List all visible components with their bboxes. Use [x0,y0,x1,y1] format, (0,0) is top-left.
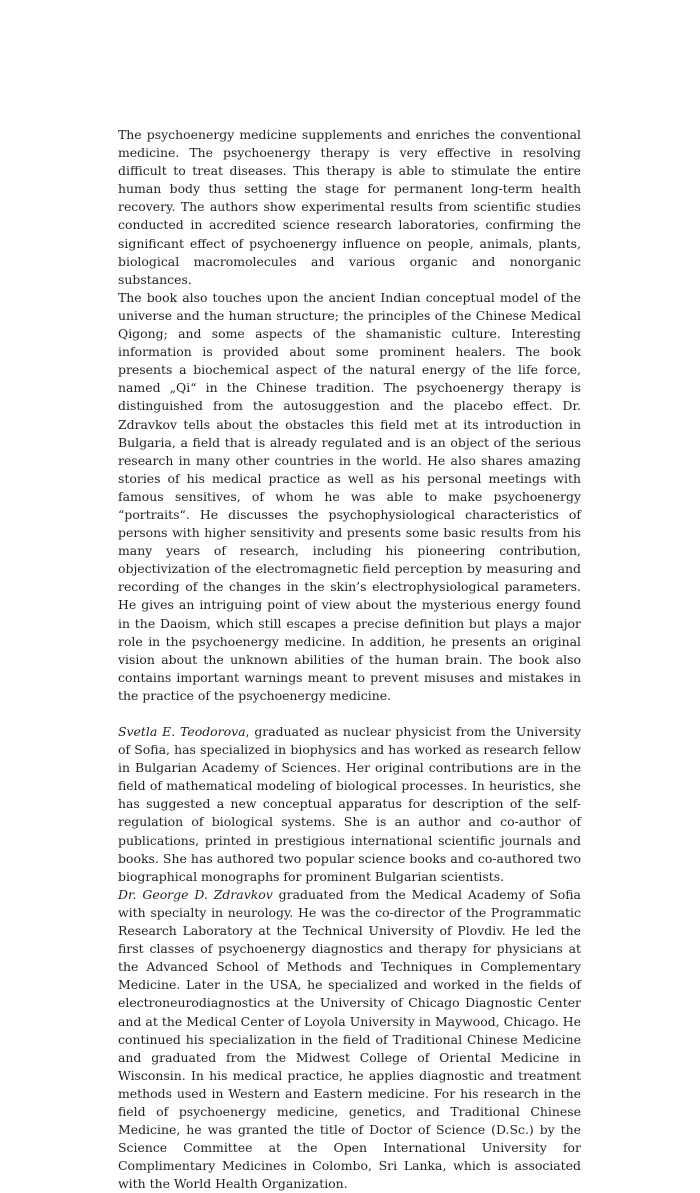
author-bio-teodorova [118,723,581,886]
author-bio-zdravkov [118,886,581,1193]
author-name-teodorova: Svetla E. Teodorova [118,724,246,739]
author-bio-text-zdravkov: graduated from the Medical Academy of Sofia with specialty in neurology. He was the co-director of the Programmatic Research Laboratory at the Technical University of Plovdiv. He led the first classes of psychoenergy diagnostics and therapy for physicians at the Advanced School of Methods and Techniques in Complementary Medicine. Later in the USA, he specialized and worked in the fields of electroneurodiagnostics at the University of Chicago Diagnostic Center and at the Medical Center of Loyola University in Maywood, Chicago. He continued his specialization in the field of Traditional Chinese Medicine and graduated from the Midwest College of Oriental Medicine in Wisconsin. In his medical practice, he applies diagnostic and treatment methods used in Western and Eastern medicine. For his research in the field of psychoenergy medicine, genetics, and Traditional Chinese Medicine, he was granted the title of Doctor of Science (D.Sc.) by the Science Committee at the Open International University for Complimentary Medicines in Colombo, Sri Lanka, which is associated with the World Health Organization. [118,886,581,1192]
author-bio-text-teodorova: , graduated as nuclear physicist from the University of Sofia, has specialized in biophysics and has worked as research fellow in Bulgarian Academy of Sciences. Her original contributions are in the field of mathematical modeling of biological processes. In heuristics, she has suggested a new conceptual apparatus for description of the self-regulation of biological systems. She is an author and co-author of publications, printed in prestigious international scientific journals and books. She has authored two popular science books and co-authored two biographical monographs for prominent Bulgarian scientists. [118,724,581,884]
book-description-page [118,126,581,1193]
book-contents-paragraph: The book also touches upon the ancient Indian conceptual model of the universe and the human structure; the principles of the Chinese Medical Qigong; and some aspects of the shamanistic culture. Interesting information is provided about some prominent healers. The book presents a biochemical aspect of the natural energy of the life force, named „Qi“ in the Chinese tradition. The psychoenergy therapy is distinguished from the autosuggestion and the placebo effect. Dr. Zdravkov tells about the obstacles this field met at its introduction in Bulgaria, a field that is already regulated and is an object of the serious research in many other countries in the world. He also shares amazing stories of his medical practice as well as his personal meetings with famous sensitives, of whom he was able to make psychoenergy “portraits“. He discusses the psychophysiological characteristics of persons with higher sensitivity and presents some basic results from his many years of research, including his pioneering contribution, objectivization of the electromagnetic field perception by measuring and recording of the changes in the skin’s electrophysiological parameters. He gives an intriguing point of view about the mysterious energy found in the Daoism, which still escapes a precise definition but plays a major role in the psychoenergy medicine. In addition, he presents an original vision about the unknown abilities of the human brain. The book also contains important warnings meant to prevent misuses and mistakes in the practice of the psychoenergy medicine. [118,289,581,703]
intro-paragraph: The psychoenergy medicine supplements and enriches the conventional medicine. The psychoenergy therapy is very effective in resolving difficult to treat diseases. This therapy is able to stimulate the entire human body thus setting the stage for permanent long-term health recovery. The authors show experimental results from scientific studies conducted in accredited science research laboratories, confirming the significant effect of psychoenergy influence on people, animals, plants, biological macromolecules and various organic and nonorganic substances. [118,127,581,287]
section-spacer [118,705,581,723]
author-name-zdravkov: Dr. George D. Zdravkov [118,886,273,902]
